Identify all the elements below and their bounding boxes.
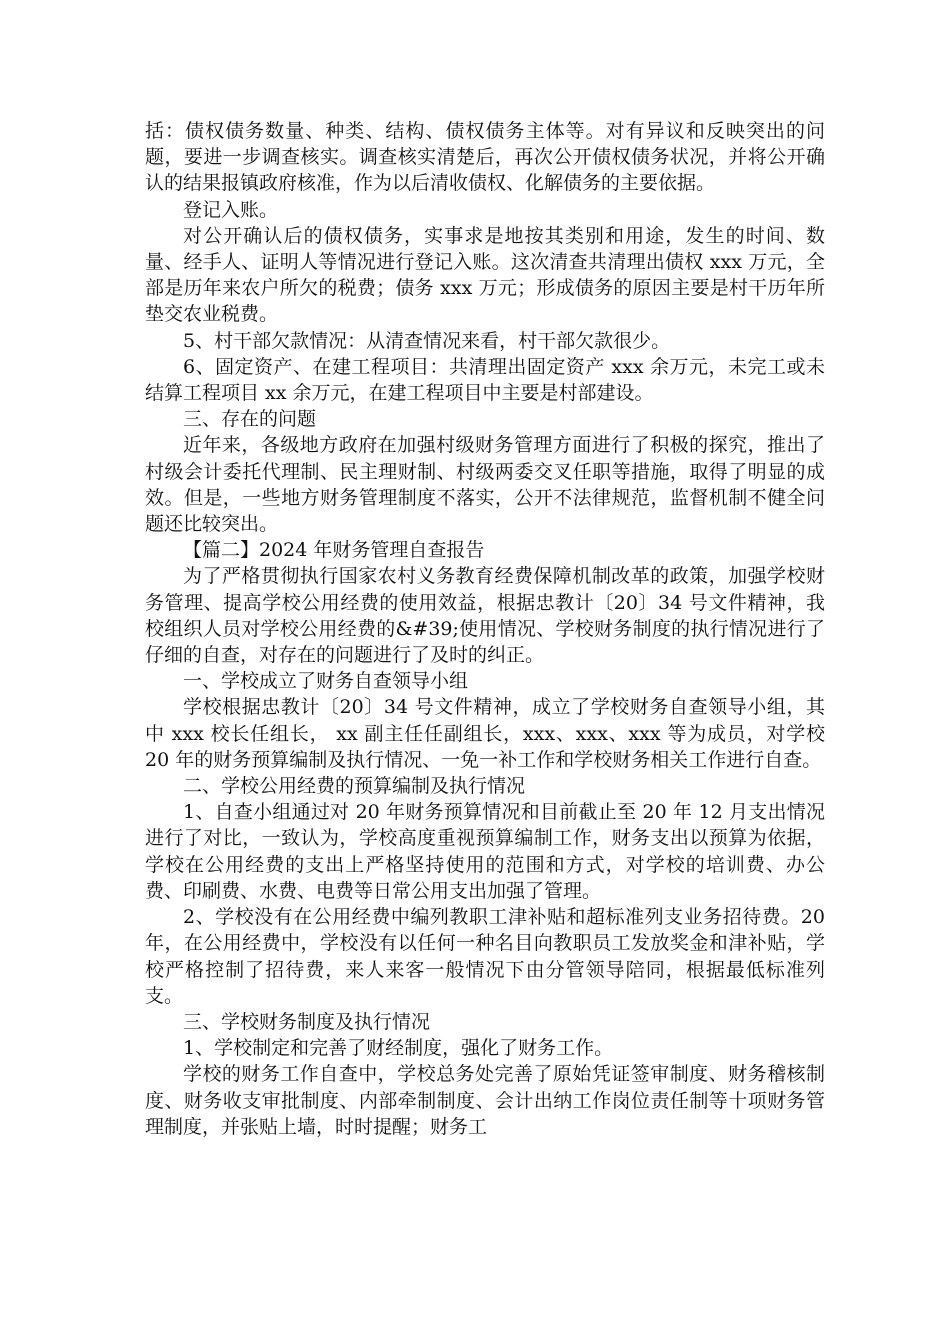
paragraph: 登记入账。	[183, 198, 279, 221]
paragraph: 1、学校制定和完善了财经制度，强化了财务工作。	[183, 1037, 614, 1060]
paragraph: 括：债权债务数量、种类、结构、债权债务主体等。对有异议和反映突出的问题，要进一步调查核实。调查核实清楚后，再次公开债权债务状况，并将公开确认的结果报镇政府核准，作为以后清收债权、化解债务的主要依据。	[145, 120, 825, 195]
paragraph: 2、学校没有在公用经费中编列教职工津补贴和超标准列支业务招待费。20 年，在公用经费中，学校没有以任何一种名目向教职员工发放奖金和津补贴，学校严格控制了招待费，来人来客一般情况下由分管领导陪同，根据最低标准列支。	[145, 906, 825, 1007]
section-heading: 三、学校财务制度及执行情况	[183, 1010, 431, 1033]
article-title: 【篇二】2024 年财务管理自查报告	[183, 539, 485, 562]
paragraph: 为了严格贯彻执行国家农村义务教育经费保障机制改革的政策，加强学校财务管理、提高学校公用经费的使用效益，根据忠教计〔20〕34 号文件精神，我校组织人员对学校公用经费的&#39;使用情况、学校财务制度的执行情况进行了仔细的自查，对存在的问题进行了及时的纠正。	[145, 565, 825, 667]
section-heading: 二、学校公用经费的预算编制及执行情况	[183, 775, 526, 798]
section-heading: 一、学校成立了财务自查领导小组	[183, 670, 469, 693]
paragraph: 1、自查小组通过对 20 年财务预算情况和目前截止至 20 年 12 月支出情况进行了对比，一致认为，学校高度重视预算编制工作，财务支出以预算为依据，学校在公用经费的支出上严格坚持使用的范围和方式，对学校的培训费、办公费、印刷费、水费、电费等日常公用支出加强了管理。	[145, 801, 825, 902]
paragraph: 近年来，各级地方政府在加强村级财务管理方面进行了积极的探究，推出了村级会计委托代理制、民主理财制、村级两委交叉任职等措施，取得了明显的成效。但是，一些地方财务管理制度不落实，公开不法律规范，监督机制不健全问题还比较突出。	[145, 434, 825, 536]
paragraph: 6、固定资产、在建工程项目：共清理出固定资产 xxx 余万元，未完工或未结算工程项目 xx 余万元，在建工程项目中主要是村部建设。	[145, 355, 825, 405]
document-body	[145, 118, 825, 1140]
paragraph: 5、村干部欠款情况：从清查情况来看，村干部欠款很少。	[183, 329, 671, 352]
paragraph: 学校的财务工作自查中，学校总务处完善了原始凭证签审制度、财务稽核制度、财务收支审批制度、内部牵制制度、会计出纳工作岗位责任制等十项财务管理制度，并张贴上墙，时时提醒；财务工	[145, 1063, 825, 1138]
paragraph: 对公开确认后的债权债务，实事求是地按其类别和用途，发生的时间、数量、经手人、证明人等情况进行登记入账。这次清查共清理出债权 xxx 万元，全部是历年来农户所欠的税费；债务 xxx 万元；形成债务的原因主要是村干历年所垫交农业税费。	[145, 224, 825, 326]
paragraph: 学校根据忠教计〔20〕34 号文件精神，成立了学校财务自查领导小组，其中 xxx 校长任组长， xx 副主任任副组长，xxx、xxx、xxx 等为成员，对学校 20 年的财务预算编制及执行情况、一免一补工作和学校财务相关工作进行自查。	[145, 696, 825, 771]
section-heading: 三、存在的问题	[183, 408, 317, 431]
